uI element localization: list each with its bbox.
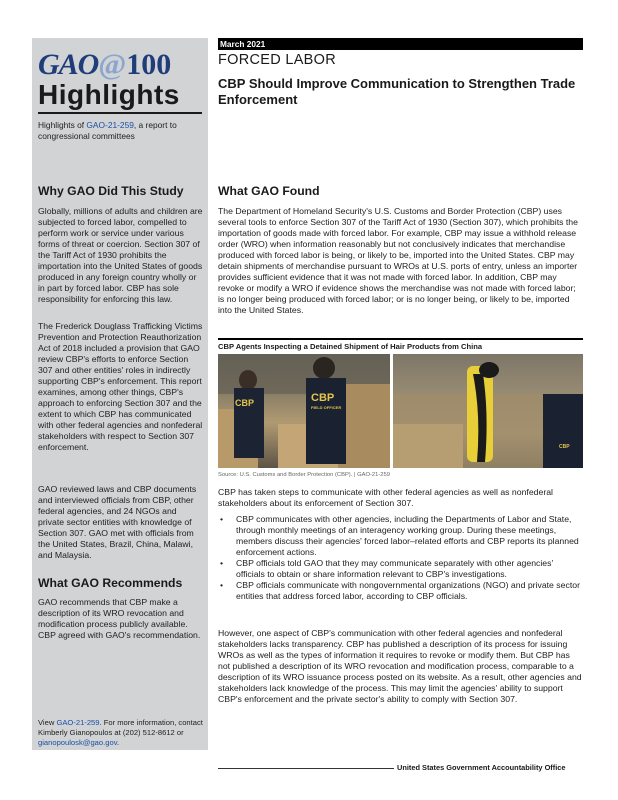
cbp-vest-label-2: CBP — [311, 392, 335, 404]
contact-email-link[interactable]: gianopoulosk@gao.gov — [38, 738, 117, 747]
logo-gao: GAO — [38, 48, 99, 81]
bullet-text: CBP officials communicate with nongovernmental organizations (NGO) and private sector entities that address forced labor, according to CBP officials. — [236, 580, 580, 601]
communication-bullets — [218, 514, 583, 602]
photo-caption: CBP Agents Inspecting a Detained Shipment of Hair Products from China — [218, 342, 483, 351]
bullet-dot: • — [220, 514, 224, 524]
contact-report-link[interactable]: GAO-21-259 — [56, 718, 100, 727]
footer-rule — [218, 768, 394, 769]
bullet-text: CBP communicates with other agencies, including the Departments of Labor and State, through monthly meetings of an interagency working group. During these meetings, members discuss their agencies' forced labor–related efforts and CBP reports its planned enforcement actions. — [236, 514, 579, 557]
contact-end: . — [116, 738, 120, 747]
topic-title: FORCED LABOR — [218, 52, 337, 68]
logo-100: 100 — [126, 48, 172, 81]
photo-source: Source: U.S. Customs and Border Protection (CBP). | GAO-21-259 — [218, 472, 390, 478]
recommends-paragraph: GAO recommends that CBP make a description of its WRO revocation and modification process publicly available. CBP agreed with GAO's recommendation. — [38, 597, 201, 640]
bullet-item — [218, 514, 583, 558]
date-bar: March 2021 — [218, 38, 583, 50]
report-suffix: , a report to congressional committees — [38, 120, 177, 141]
bullet-item — [218, 558, 583, 580]
why-paragraph-1: Globally, millions of adults and children are subjected to forced labor, compelled to perform work or service under various forms of threat or coercion. Section 307 of the Tariff Act of 1930 prohibits the importation into the United States of goods produced in any foreign country wholly or in part by forced labor. CBP has sole responsibility for enforcing this law. — [38, 206, 203, 304]
contact-info — [38, 718, 206, 748]
contact-mid: . For more information, contact Kimberly Gianopoulos at (202) 512-8612 or — [38, 718, 203, 737]
what-found-heading: What GAO Found — [218, 184, 320, 198]
bullet-dot: • — [220, 558, 224, 568]
headline: CBP Should Improve Communication to Strengthen Trade Enforcement — [218, 76, 576, 107]
contact-prefix: View — [38, 718, 57, 727]
why-paragraph-2: The Frederick Douglass Trafficking Victims Prevention and Protection Reauthorization Act of 2018 included a provision that GAO review CBP's efforts to enforce Section 307 and other entities' roles in indirectly supporting CBP's enforcement. This report examines, among other things, CBP's approach to enforcing Section 307 and the extent to which CBP has communicated with other federal agencies and nonfederal stakeholders with respect to Section 307 enforcement. — [38, 321, 203, 452]
bullet-text: CBP officials told GAO that they may communicate separately with other agencies' officials to obtain or share information relevant to CBP's investigations. — [236, 558, 554, 579]
highlights-title: Highlights — [38, 78, 202, 114]
photo-rule — [218, 338, 583, 340]
gao-100-logo — [38, 48, 172, 81]
bullet-dot: • — [220, 580, 224, 590]
highlights-sidebar — [32, 38, 208, 750]
why-heading: Why GAO Did This Study — [38, 184, 184, 198]
field-officer-label: FIELD OFFICER — [311, 405, 342, 410]
steps-paragraph: CBP has taken steps to communicate with other federal agencies as well as nonfederal stakeholders about its enforcement of Section 307. — [218, 487, 553, 508]
recommends-heading: What GAO Recommends — [38, 576, 183, 590]
however-paragraph: However, one aspect of CBP's communication with other federal agencies and nonfederal stakeholders lacks transparency. CBP has published a description of its process for issuing WROs as well as the types of information it requires to revoke or modify them. But CBP has not published a description of its WRO revocation and modification process, comparable to a description of its WRO issuance process posted on its website. As a result, other agencies and stakeholders lack knowledge of the process. This may limit the agencies' ability to support CBP's enforcement and the private sector's ability to comply with Section 307. — [218, 628, 582, 704]
report-link[interactable]: GAO-21-259 — [86, 120, 134, 130]
bullet-item — [218, 580, 583, 602]
logo-at: @ — [98, 48, 127, 81]
what-found-paragraph: The Department of Homeland Security's U.S. Customs and Border Protection (CBP) uses several tools to enforce Section 307 of the Tariff Act of 1930 (Section 307), which prohibits the importation of goods made with forced labor. For example, CBP may issue a withhold release order (WRO) when information reasonably but not conclusively indicates that merchandise produced with forced labor is being, or likely to be, imported into the United States. CBP may detain shipments of merchandise pursuant to WROs at U.S. ports of entry, unless an importer provides sufficient evidence that it was not made with forced labor. In addition, CBP may revoke or modify a WRO if evidence shows the merchandise was not made with forced labor; is no longer being produced with forced labor; or is no longer being, or likely to be, imported into the United States. — [218, 206, 578, 315]
photo-cbp-agents — [218, 354, 390, 468]
cbp-sleeve-label: CBP — [559, 444, 570, 450]
photo-cbp-agents-illustration — [218, 354, 390, 468]
cbp-vest-label-1: CBP — [235, 398, 255, 408]
photo-hair-product-illustration — [393, 354, 583, 468]
why-paragraph-3: GAO reviewed laws and CBP documents and interviewed officials from CBP, other federal agencies, and 24 NGOs and private sector entities with knowledge of Section 307. GAO met with officials from the United States, Brazil, China, Malawi, and Malaysia. — [38, 484, 197, 560]
report-prefix: Highlights of — [38, 120, 87, 130]
report-reference — [38, 120, 204, 141]
footer-agency: United States Government Accountability Office — [397, 763, 566, 772]
photo-hair-product — [393, 354, 583, 468]
